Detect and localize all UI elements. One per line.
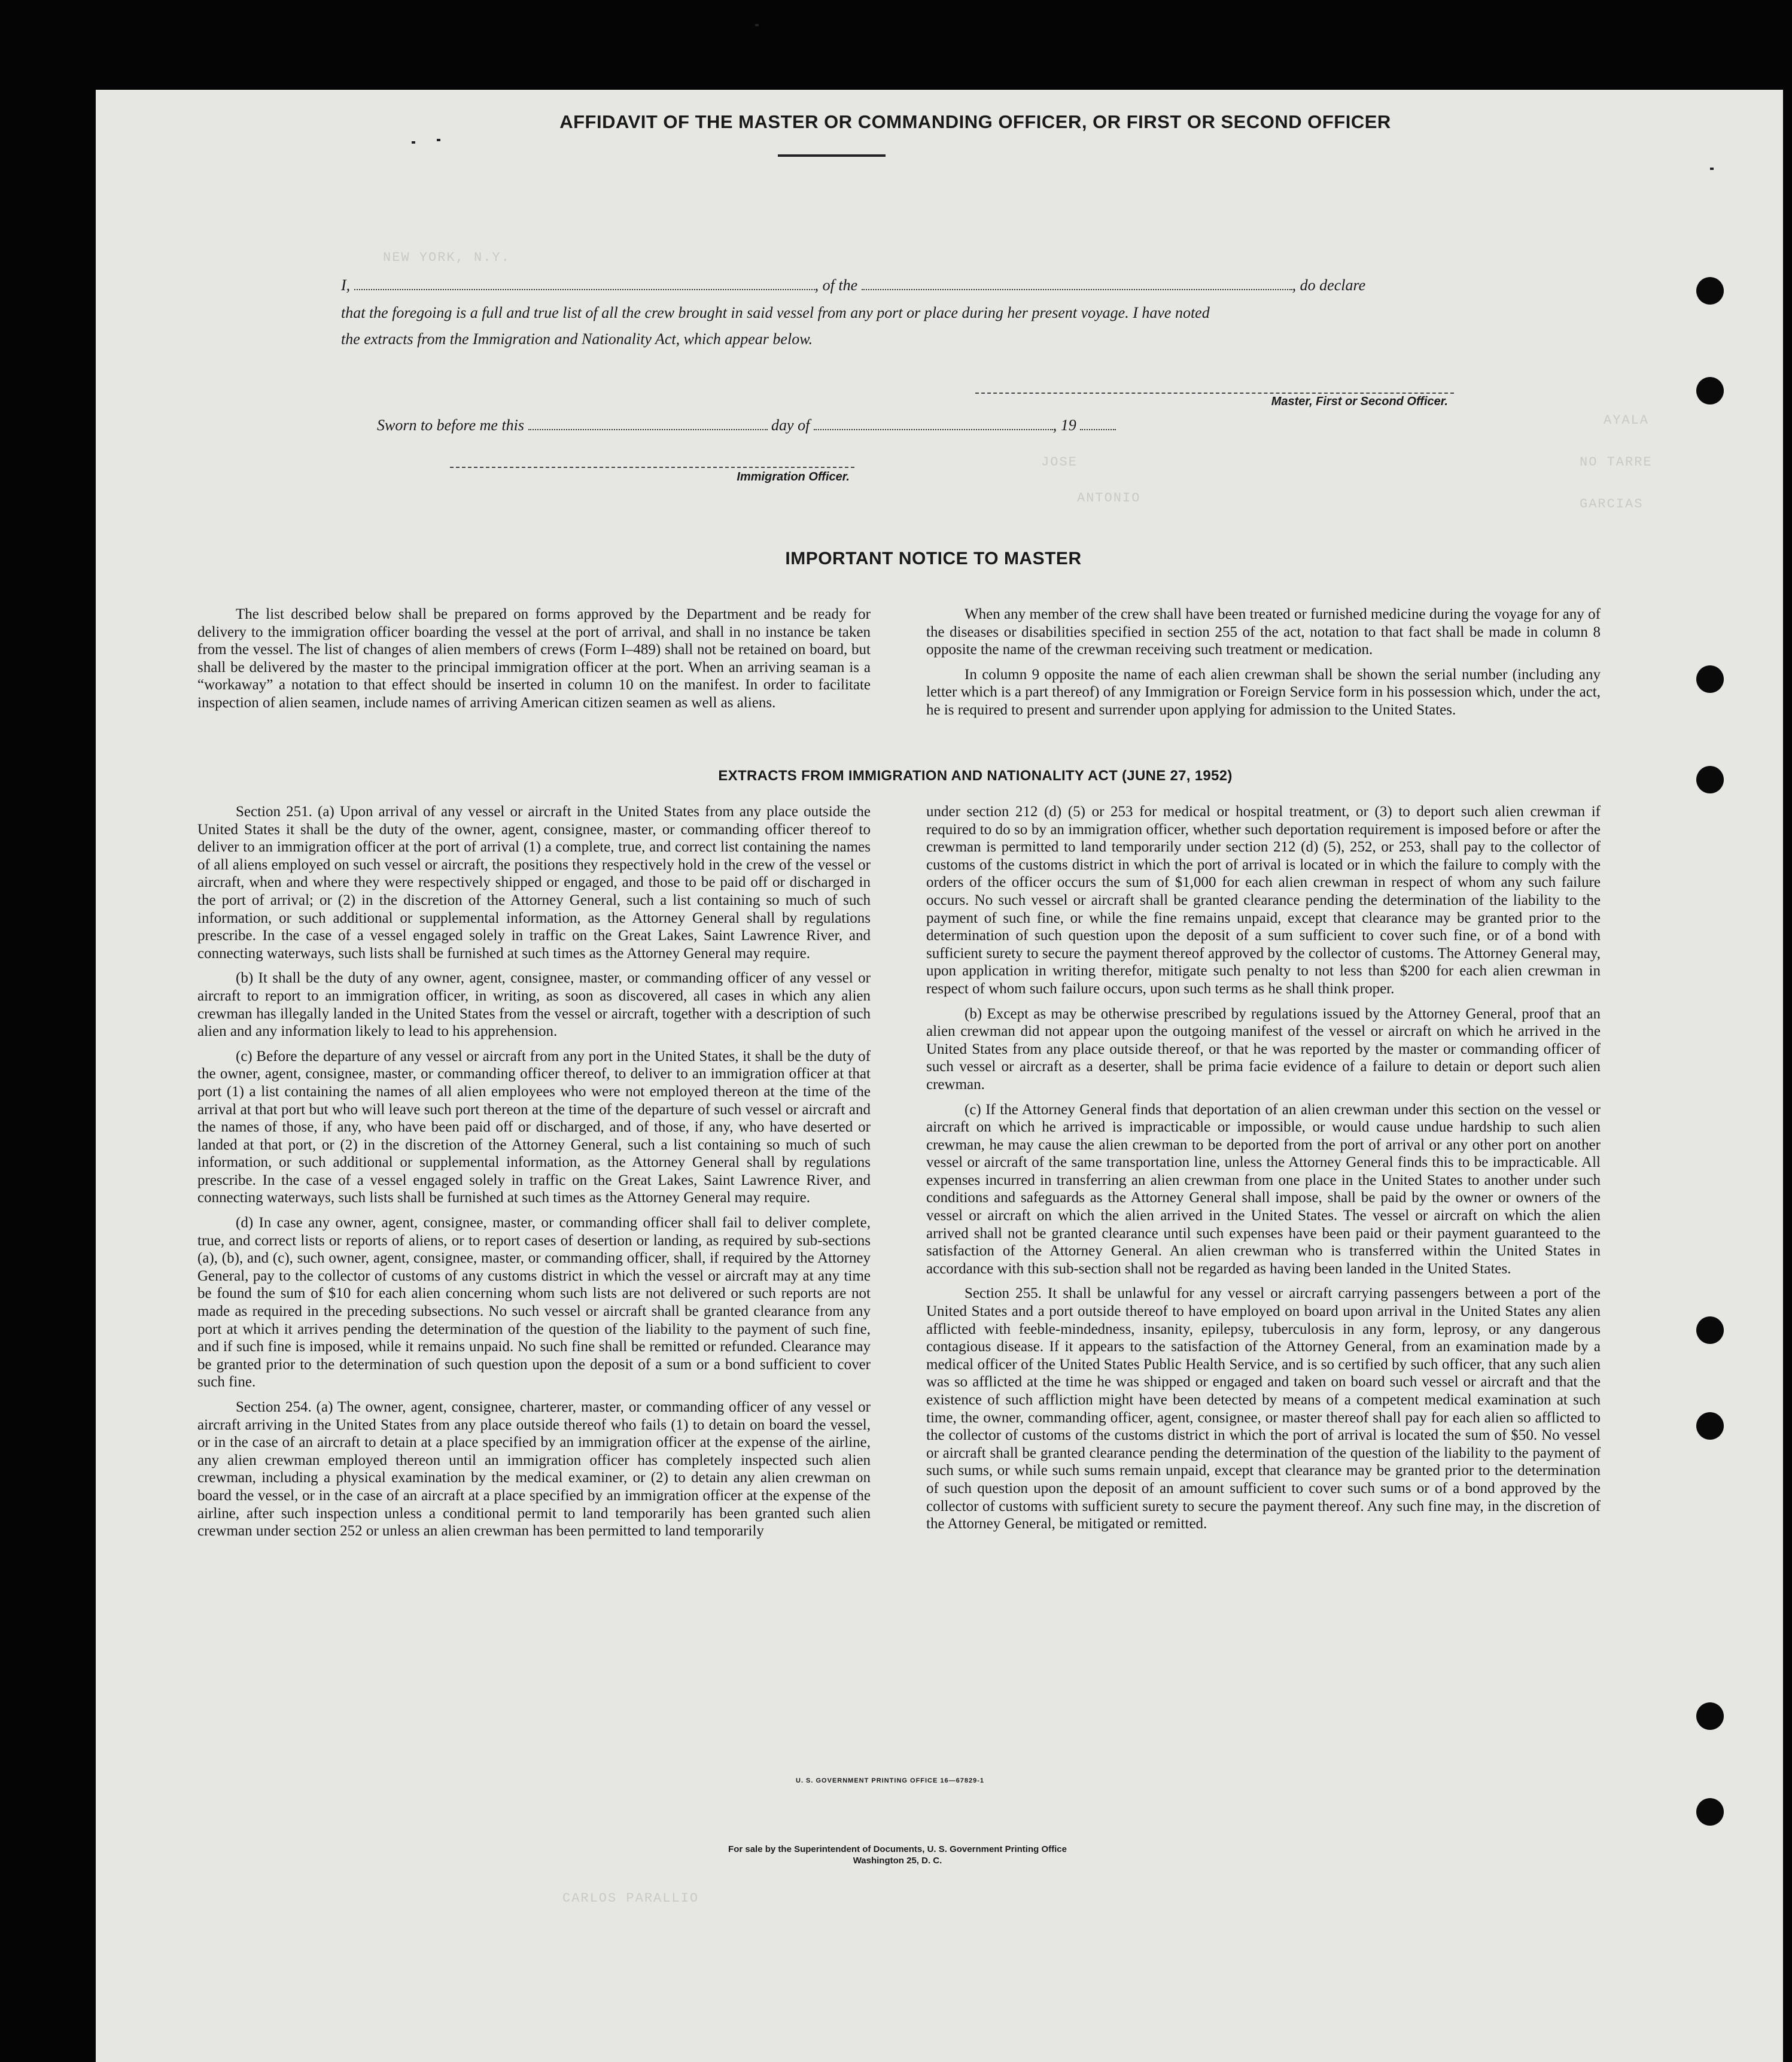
- notice-paragraph: When any member of the crew shall have been treated or furnished medicine during the voyage for any of the diseases or disabilities specified in section 255 of the act, notation to that fact shall be made in column 8 opposite the name of the crewman receiving such treatment or medication.: [926, 606, 1601, 658]
- section-paragraph: (c) If the Attorney General finds that deportation of an alien crewman under this section on the vessel or aircraft on which he arrived is impracticable or impossible, or would cause undue hardship to such alien crewman, he may cause the alien crewman to be deported from the port of arrival or any other port on another vessel or aircraft of the same transportation line, unless the Attorney General finds this to be impracticable. All expenses incurred in transferring an alien crewman from one place in the United States to another under such conditions and safeguards as the Attorney General shall impose, shall be paid by the owner or owners of the vessel or aircraft on which the alien arrived in the United States. The vessel or aircraft on which the alien arrived shall not be granted clearance until such expenses have been paid or their payment guaranteed to the satisfaction of the Attorney General. An alien crewman who is transferred within the United States in accordance with this sub-section shall not be regarded as having been landed in the United States.: [926, 1101, 1601, 1277]
- notice-left-column: [197, 606, 871, 719]
- declarant-name-field[interactable]: [354, 289, 815, 290]
- sworn-day-field[interactable]: [528, 429, 768, 430]
- sworn-line: [377, 416, 1394, 434]
- sale-notice: [598, 1844, 1197, 1866]
- extracts-left-column: [197, 803, 871, 1547]
- binder-hole: [1696, 665, 1724, 693]
- speck: [1710, 168, 1714, 170]
- master-caption: Master, First or Second Officer.: [1271, 395, 1448, 408]
- binder-hole: [1696, 1798, 1724, 1826]
- notice-heading: IMPORTANT NOTICE TO MASTER: [785, 549, 1082, 568]
- sworn-month-field[interactable]: [814, 429, 1053, 430]
- sale-notice-line-1: For sale by the Superintendent of Documents, U. S. Government Printing Office: [728, 1844, 1067, 1854]
- section-paragraph: under section 212 (d) (5) or 253 for medical or hospital treatment, or (3) to deport such alien crewman if required to do so by an immigration officer, whether such deportation requirement is imposed before or after the crewman is permitted to land temporarily under section 212 (d) (5), 252, or 253, shall pay to the collector of customs of the customs district in which the port of arrival is located or in which the failure to comply with the orders of the officer occurs the sum of $1,000 for each alien crewman in respect of whom any such failure occurs. No such vessel or aircraft shall be granted clearance pending the determination of the liability to the payment of such fine, or while the fine remains unpaid, except that clearance may be granted prior to the determination of such question upon the deposit of a sum sufficient to cover such fine, or of a bond with sufficient surety to secure the payment thereof approved by the collector of customs. The Attorney General may, upon application in writing therefor, mitigate such penalty to not less than $200 for each alien crewman in respect of whom such failure occurs, upon such terms as he shall think proper.: [926, 804, 1601, 997]
- declaration-of-the: , of the: [814, 276, 858, 294]
- bleed-through-text: JOSE: [1041, 455, 1078, 470]
- section-paragraph: Section 255. It shall be unlawful for any vessel or aircraft carrying passengers between a port of the United States and a port outside thereof to have employed on board upon arrival in the United States any alien afflicted with feeble-mindedness, insanity, epilepsy, tuberculosis in any form, leprosy, or any dangerous contagious disease. If it appears to the satisfaction of the Attorney General, from an examination made by a medical officer of the United States Public Health Service, and is so certified by such officer, that any such alien was so afflicted at the time he was shipped or engaged and taken on board such vessel or aircraft and that the existence of such affliction might have been detected by means of a competent medical examination at such time, the owner, commanding officer, agent, consignee, or master thereof shall pay for each alien so afflicted to the collector of customs of the customs district in which the port of arrival is located the sum of $50. No vessel or aircraft shall be granted clearance pending the determination of the question of the liability to the payment of such sums, or while such sums remain unpaid, except that clearance may be granted prior to the determination of such question upon the deposit of an amount sufficient to cover such sums or of a bond approved by the collector of customs with sufficient surety to secure the payment thereof. Any such fine may, in the discretion of the Attorney General, be mitigated or remitted.: [926, 1285, 1601, 1532]
- declaration-line-2: that the foregoing is a full and true list of all the crew brought in said vessel from any port or place during her present voyage. I have noted: [341, 304, 1210, 321]
- notice-right-column: [926, 606, 1601, 726]
- affidavit-title: AFFIDAVIT OF THE MASTER OR COMMANDING OFFICER, OR FIRST OR SECOND OFFICER: [559, 111, 1391, 132]
- sworn-year-prefix: , 19: [1052, 416, 1076, 434]
- bleed-through-text: NEW YORK, N.Y.: [383, 250, 510, 265]
- bleed-through-text: ANTONIO: [1077, 491, 1141, 506]
- printing-office-imprint: U. S. GOVERNMENT PRINTING OFFICE 16—67829-1: [796, 1777, 985, 1784]
- bleed-through-text: GARCIAS: [1580, 497, 1644, 512]
- extracts-heading: EXTRACTS FROM IMMIGRATION AND NATIONALITY ACT (JUNE 27, 1952): [718, 768, 1233, 784]
- sale-notice-line-2: Washington 25, D. C.: [853, 1856, 942, 1866]
- declaration-line-1: [341, 276, 1454, 294]
- officer-signature-line[interactable]: [450, 467, 854, 468]
- extracts-right-column: [926, 803, 1601, 1540]
- speck: [437, 139, 440, 141]
- declaration-do-declare: , do declare: [1292, 276, 1366, 294]
- bleed-through-text: CARLOS PARALLIO: [562, 1891, 699, 1906]
- vessel-name-field[interactable]: [862, 289, 1292, 290]
- sworn-day-of: day of: [771, 416, 810, 434]
- master-signature-line[interactable]: [975, 393, 1454, 394]
- bleed-through-text: NO TARRE: [1580, 455, 1653, 470]
- binder-hole: [1696, 1702, 1724, 1730]
- title-rule: [778, 154, 886, 157]
- section-paragraph: (b) Except as may be otherwise prescribed by regulations issued by the Attorney General, proof that an alien crewman did not appear upon the outgoing manifest of the vessel or aircraft on which he arrived in the United States from any place outside thereof, or that he was reported by the master or commanding officer of such vessel or aircraft as a deserter, shall be prima facie evidence of a failure to detain or deport such alien crewman.: [926, 1005, 1601, 1093]
- binder-hole: [1696, 766, 1724, 793]
- bleed-through-text: AYALA: [1604, 413, 1650, 428]
- section-paragraph: Section 254. (a) The owner, agent, consignee, charterer, master, or commanding officer of any vessel or aircraft arriving in the United States from any place outside thereof who fails (1) to detain on board the vessel, or in the case of an aircraft to detain at a place specified by an immigration officer at the expense of the airline, any alien crewman employed thereon until an immigration officer has completely inspected such alien crewman, including a physical examination by the medical examiner, or (2) to detain any alien crewman on board the vessel, or in the case of an aircraft at a place specified by an immigration officer at the expense of the airline, after such inspection unless a conditional permit to land temporarily has been granted such alien crewman under section 252 or unless an alien crewman has been permitted to land temporarily: [197, 1399, 871, 1540]
- speck: [755, 24, 759, 26]
- binder-hole: [1696, 1412, 1724, 1440]
- binder-hole: [1696, 1316, 1724, 1344]
- notice-paragraph: In column 9 opposite the name of each alien crewman shall be shown the serial number (including any letter which is a part thereof) of any Immigration or Foreign Service form in his possession which, under the act, he is required to present and surrender upon applying for admission to the United States.: [926, 666, 1601, 718]
- speck: [412, 141, 415, 144]
- binder-hole: [1696, 277, 1724, 305]
- sworn-year-field[interactable]: [1080, 429, 1116, 430]
- section-paragraph: (c) Before the departure of any vessel or aircraft from any port in the United States, it shall be the duty of the owner, agent, consignee, master, or commanding officer thereof, to deliver to an immigration officer at that port (1) a list containing the names of all alien employees who were not employed thereon at the time of the arrival at that port but who will leave such port thereon at the time of the departure of such vessel or aircraft and the names of those, if any, who have been paid off or discharged, and of those, if any, who have deserted or landed at that port, or (2) in the discretion of the Attorney General, such a list containing so much of such information, or such additional or supplemental information, as the Attorney General shall by regulations prescribe. In the case of a vessel engaged solely in traffic on the Great Lakes, Saint Lawrence River, and connecting waterways, such lists shall be furnished at such times as the Attorney General may require.: [197, 1048, 871, 1206]
- officer-caption: Immigration Officer.: [737, 470, 850, 483]
- binder-hole: [1696, 377, 1724, 405]
- section-paragraph: (d) In case any owner, agent, consignee, master, or commanding officer shall fail to deliver complete, true, and correct lists or reports of aliens, or to report cases of desertion or landing, as required by sub-sections (a), (b), and (c), such owner, agent, consignee, master, or commanding officer, shall, if required by the Attorney General, pay to the collector of customs of any customs district in which the vessel or aircraft may at any time be found the sum of $10 for each alien concerning whom such lists are not delivered or such reports are not made as required in the preceding subsections. No such vessel or aircraft shall be granted clearance from any port at which it arrives pending the determination of the question of the liability to the payment of such fine, and if such fine is imposed, while it remains unpaid. No such fine shall be remitted or refunded. Clearance may be granted prior to the determination of such question upon the deposit of a sum or a bond sufficient to cover such fine.: [197, 1215, 871, 1391]
- declaration-i: I,: [341, 276, 351, 294]
- sworn-text: Sworn to before me this: [377, 416, 525, 434]
- section-paragraph: Section 251. (a) Upon arrival of any vessel or aircraft in the United States from any place outside the United States it shall be the duty of the owner, agent, consignee, master, or commanding officer thereof to deliver to an immigration officer at the port of arrival (1) a complete, true, and correct list containing the names of all aliens employed on such vessel or aircraft, the positions they respectively hold in the crew of the vessel or aircraft, when and where they were respectively shipped or engaged, and those to be paid off or discharged in the port of arrival; or (2) in the discretion of the Attorney General, such a list containing so much of such information, or such additional or supplemental information, as the Attorney General shall by regulations prescribe. In the case of a vessel engaged solely in traffic on the Great Lakes, Saint Lawrence River, and connecting waterways, such lists shall be furnished at such times as the Attorney General may require.: [197, 804, 871, 962]
- notice-paragraph: The list described below shall be prepared on forms approved by the Department and be ready for delivery to the immigration officer boarding the vessel at the port of arrival, and shall in no instance be taken from the vessel. The list of changes of alien members of crews (Form I–489) shall not be retained on board, but shall be delivered by the master to the principal immigration officer at the port. When an arriving seaman is a “workaway” a notation to that effect should be inserted in column 10 on the manifest. In order to facilitate inspection of alien seamen, include names of arriving American citizen seamen as well as aliens.: [197, 606, 871, 711]
- section-paragraph: (b) It shall be the duty of any owner, agent, consignee, master, or commanding officer of any vessel or aircraft to report to an immigration officer, in writing, as soon as discovered, all cases in which any alien crewman has illegally landed in the United States from the vessel or aircraft, together with a description of such alien and any information likely to lead to his apprehension.: [197, 970, 871, 1040]
- declaration-line-3: the extracts from the Immigration and Nationality Act, which appear below.: [341, 330, 813, 348]
